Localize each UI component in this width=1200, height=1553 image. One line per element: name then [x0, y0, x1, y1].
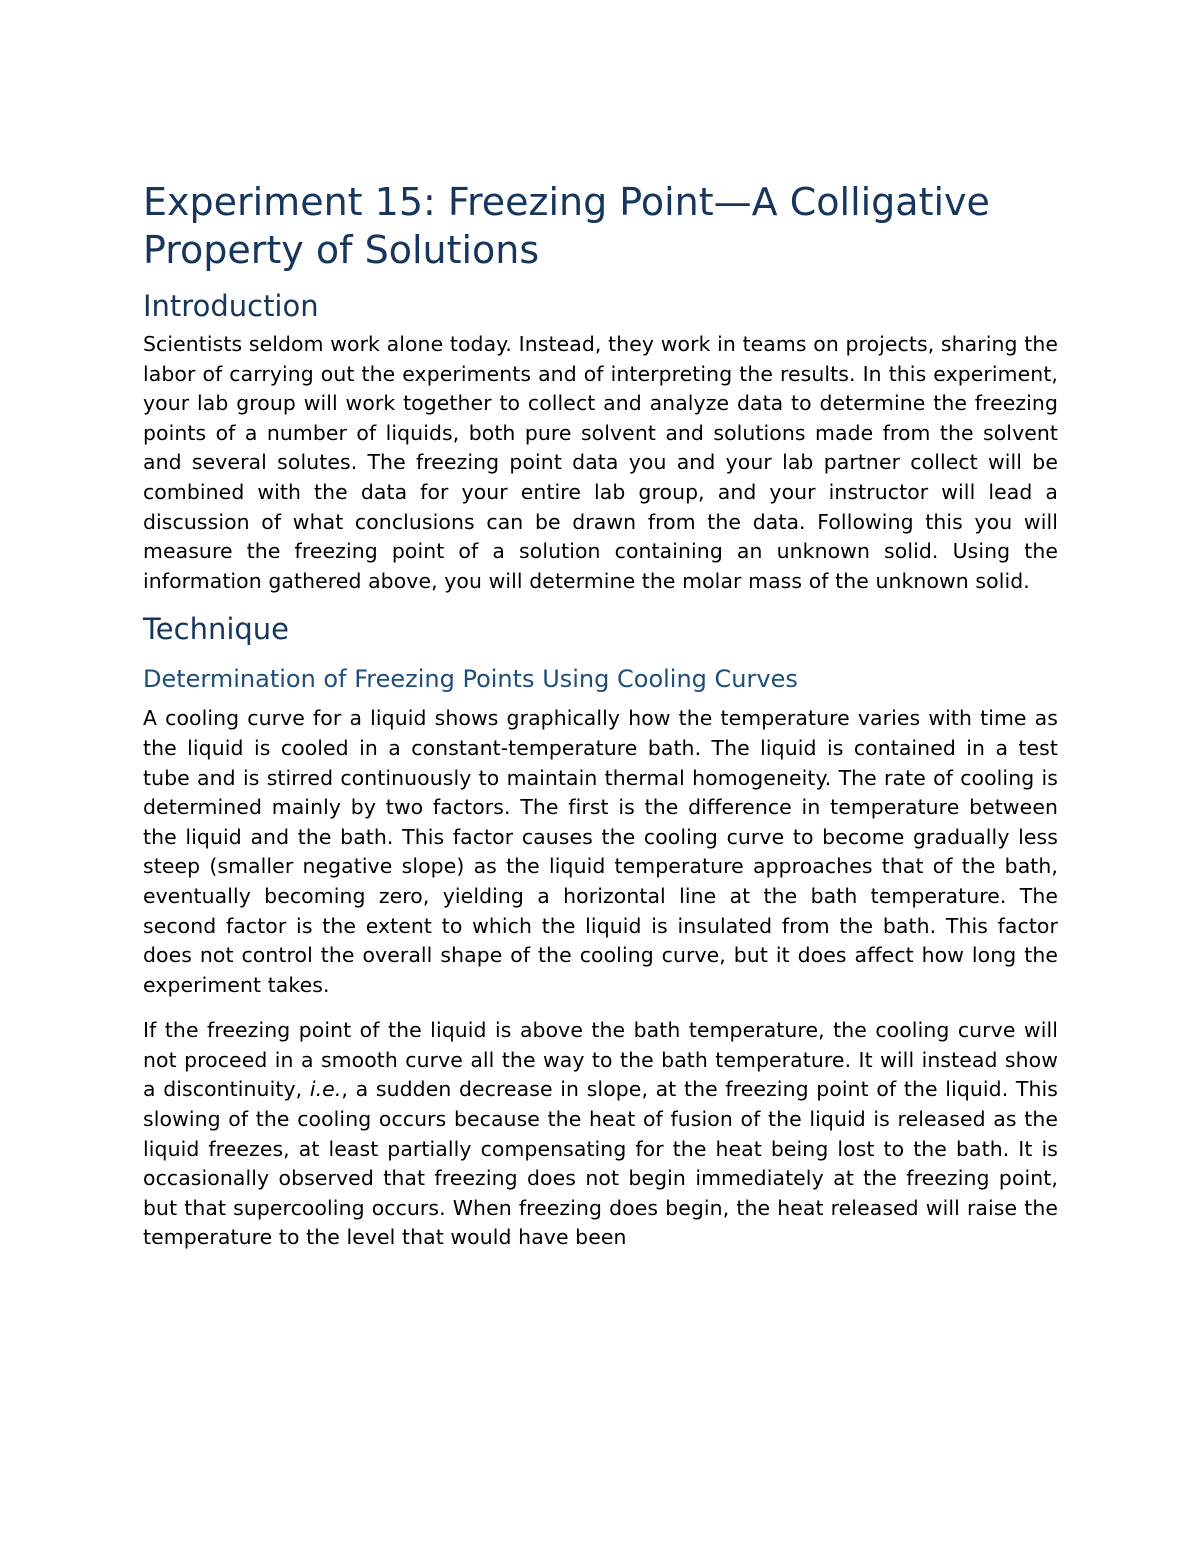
- paragraph-text-part: If the freezing point of the liquid is above the bath temperature, the cooling curve will not proceed in a smooth curve all the way to the bath temperature. It will instead show a discontinuity,: [143, 1018, 1058, 1102]
- italic-abbreviation: i.e.: [309, 1077, 342, 1102]
- technique-paragraph-2: [143, 1016, 1058, 1253]
- document-page: [143, 178, 1058, 1253]
- section-heading-introduction: Introduction: [143, 289, 319, 323]
- introduction-paragraph: Scientists seldom work alone today. Instead, they work in teams on projects, sharing the labor of carrying out the experiments and of interpreting the results. In this experiment, your lab group will work together to collect and analyze data to determine the freezing points of a number of liquids, both pure solvent and solutions made from the solvent and several solutes. The freezing point data you and your lab partner collect will be combined with the data for your entire lab group, and your instructor will lead a discussion of what conclusions can be drawn from the data. Following this you will measure the freezing point of a solution containing an unknown solid. Using the information gathered above, you will determine the molar mass of the unknown solid.: [143, 332, 1058, 593]
- document-title: Experiment 15: Freezing Point—A Colligative Property of Solutions: [143, 180, 990, 272]
- paragraph-text-part: , a sudden decrease in slope, at the freezing point of the liquid. This slowing of the cooling occurs because the heat of fusion of the liquid is released as the liquid freezes, at least partially compensating for the heat being lost to the bath. It is occasionally observed that freezing does not begin immediately at the freezing point, but that supercooling occurs. When freezing does begin, the heat released will raise the temperature to the level that would have been: [143, 1077, 1058, 1250]
- technique-paragraph-1: A cooling curve for a liquid shows graphically how the temperature varies with time as the liquid is cooled in a constant-temperature bath. The liquid is contained in a test tube and is stirred continuously to maintain thermal homogeneity. The rate of cooling is determined mainly by two factors. The first is the difference in temperature between the liquid and the bath. This factor causes the cooling curve to become gradually less steep (smaller negative slope) as the liquid temperature approaches that of the bath, eventually becoming zero, yielding a horizontal line at the bath temperature. The second factor is the extent to which the liquid is insulated from the bath. This factor does not control the overall shape of the cooling curve, but it does affect how long the experiment takes.: [143, 706, 1058, 997]
- subsection-heading-cooling-curves: Determination of Freezing Points Using Cooling Curves: [143, 665, 798, 694]
- section-heading-technique: Technique: [143, 612, 290, 647]
